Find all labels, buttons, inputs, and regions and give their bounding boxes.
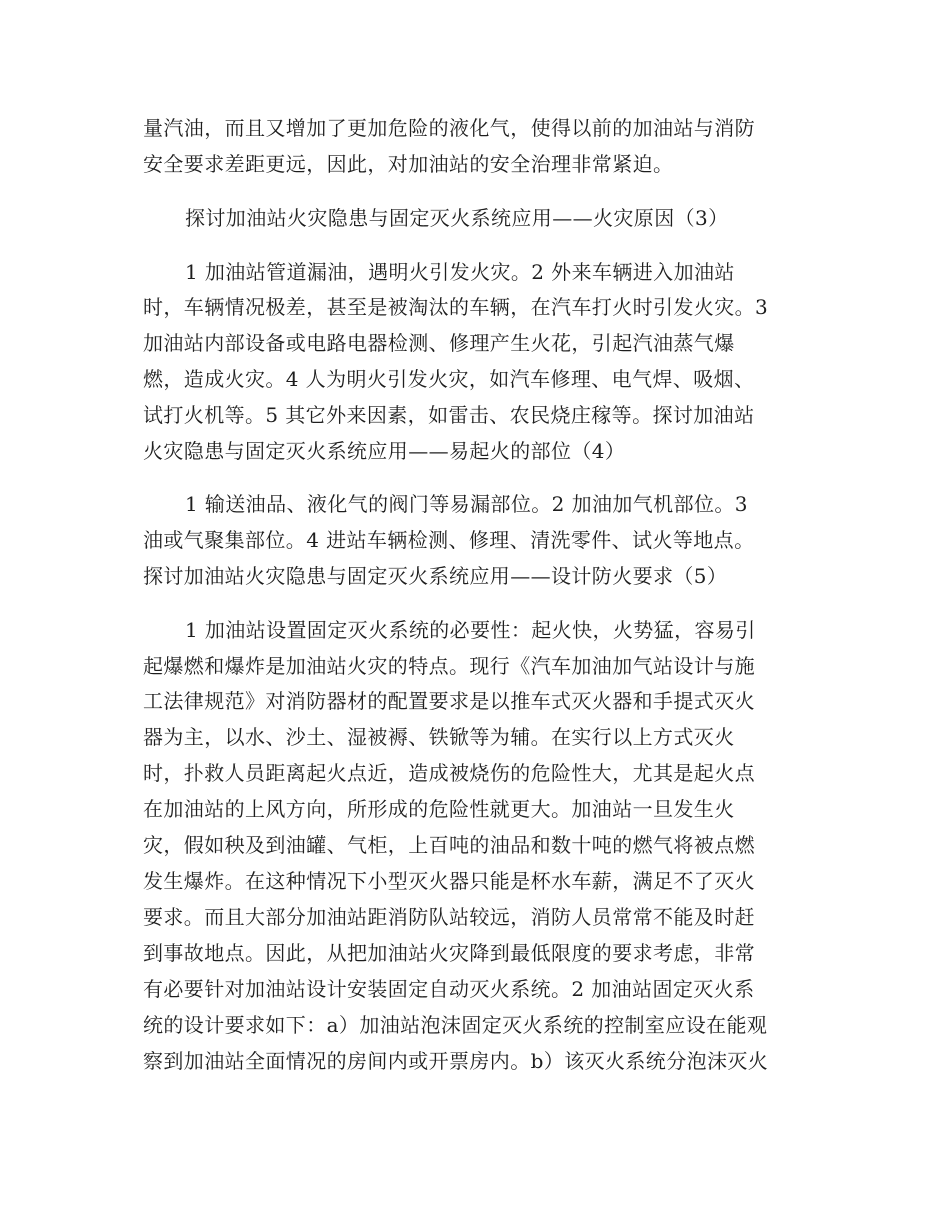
text-line: 有必要针对加油站设计安装固定自动灭火系统。2 加油站固定灭火系 <box>143 977 755 1001</box>
section-heading: 探讨加油站火灾隐患与固定灭火系统应用——火灾原因（3） <box>185 206 729 230</box>
text-line: 工法律规范》对消防器材的配置要求是以推车式灭火器和手提式灭火 <box>143 689 755 713</box>
text-line: 要求。而且大部分加油站距消防队站较远，消防人员常常不能及时赶 <box>143 905 755 929</box>
text-line: 时，扑救人员距离起火点近，造成被烧伤的危险性大，尤其是起火点 <box>143 761 755 785</box>
text-line: 火灾隐患与固定灭火系统应用——易起火的部位（4） <box>143 439 626 463</box>
text-line: 起爆燃和爆炸是加油站火灾的特点。现行《汽车加油加气站设计与施 <box>143 654 755 678</box>
text-line: 在加油站的上风方向，所形成的危险性就更大。加油站一旦发生火 <box>143 797 735 821</box>
text-line: 统的设计要求如下：a）加油站泡沫固定灭火系统的控制室应设在能观 <box>143 1013 768 1037</box>
text-line: 燃，造成火灾。4 人为明火引发火灾，如汽车修理、电气焊、吸烟、 <box>143 367 755 391</box>
text-line: 探讨加油站火灾隐患与固定灭火系统应用——设计防火要求（5） <box>143 564 728 588</box>
text-line: 1 输送油品、液化气的阀门等易漏部位。2 加油加气机部位。3 <box>185 492 748 516</box>
text-line: 1 加油站设置固定灭火系统的必要性：起火快，火势猛，容易引 <box>185 618 756 642</box>
text-line: 发生爆炸。在这种情况下小型灭火器只能是杯水车薪，满足不了灭火 <box>143 869 755 893</box>
text-line: 器为主，以水、沙土、湿被褥、铁锨等为辅。在实行以上方式灭火 <box>143 725 735 749</box>
text-line: 察到加油站全面情况的房间内或开票房内。b）该灭火系统分泡沫灭火 <box>143 1049 769 1073</box>
text-line: 灾，假如秧及到油罐、气柜，上百吨的油品和数十吨的燃气将被点燃 <box>143 833 755 857</box>
text-line: 安全要求差距更远，因此，对加油站的安全治理非常紧迫。 <box>143 152 674 176</box>
text-line: 油或气聚集部位。4 进站车辆检测、修理、清洗零件、试火等地点。 <box>143 528 755 552</box>
text-line: 1 加油站管道漏油，遇明火引发火灾。2 外来车辆进入加油站 <box>185 260 735 284</box>
text-line: 时，车辆情况极差，甚至是被淘汰的车辆，在汽车打火时引发火灾。3 <box>143 295 769 319</box>
text-line: 加油站内部设备或电路电器检测、修理产生火花，引起汽油蒸气爆 <box>143 331 735 355</box>
text-line: 试打火机等。5 其它外来因素，如雷击、农民烧庄稼等。探讨加油站 <box>143 403 755 427</box>
text-line: 量汽油，而且又增加了更加危险的液化气，使得以前的加油站与消防 <box>143 116 755 140</box>
text-line: 到事故地点。因此，从把加油站火灾降到最低限度的要求考虑，非常 <box>143 941 755 965</box>
